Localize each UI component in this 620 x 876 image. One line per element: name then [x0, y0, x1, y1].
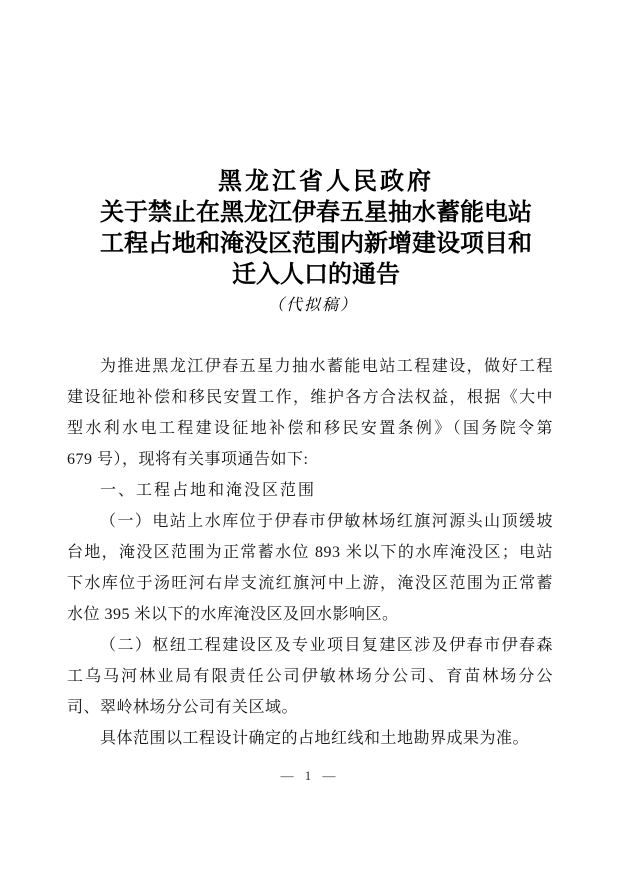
section-heading: 一、工程占地和淹没区范围 [100, 482, 317, 499]
body-text-line: 为推进黑龙江伊春五星力抽水蓄能电站工程建设，做好工程 [100, 358, 553, 375]
document-title-line: 黑龙江省人民政府 [218, 169, 434, 195]
body-text-line: 水位 395 米以下的水库淹没区及回水影响区。 [67, 606, 399, 623]
document-body [67, 351, 553, 754]
document-title-block [0, 0, 620, 319]
body-text-line: 建设征地补偿和移民安置工作，维护各方合法权益，根据《大中 [67, 389, 553, 406]
body-text-line: 台地，淹没区范围为正常蓄水位 893 米以下的水库淹没区；电站 [67, 544, 553, 561]
document-title-line: 迁入人口的通告 [232, 262, 400, 288]
body-text-line: （二）枢纽工程建设区及专业项目复建区涉及伊春市伊春森 [100, 637, 553, 654]
body-text-line: 具体范围以工程设计确定的占地红线和土地勘界成果为准。 [100, 730, 530, 747]
document-title-line: 工程占地和淹没区范围内新增建设项目和 [100, 231, 532, 257]
document-title-line: 关于禁止在黑龙江伊春五星抽水蓄能电站 [100, 200, 532, 226]
body-text-line: （一）电站上水库位于伊春市伊敏林场红旗河源头山顶缓坡 [100, 513, 553, 530]
page-number: — 1 — [280, 768, 340, 783]
body-text-line: 679 号），现将有关事项通告如下: [67, 451, 309, 468]
body-text-line: 型水利水电工程建设征地补偿和移民安置条例》（国务院令第 [67, 420, 553, 437]
body-text-line: 工乌马河林业局有限责任公司伊敏林场分公司、育苗林场分公 [67, 668, 553, 685]
draft-note: （代拟稿） [267, 297, 358, 314]
body-text-line: 司、翠岭林场分公司有关区域。 [67, 699, 299, 716]
page-footer [0, 766, 620, 786]
body-text-line: 下水库位于汤旺河右岸支流红旗河中上游，淹没区范围为正常蓄 [67, 575, 553, 592]
